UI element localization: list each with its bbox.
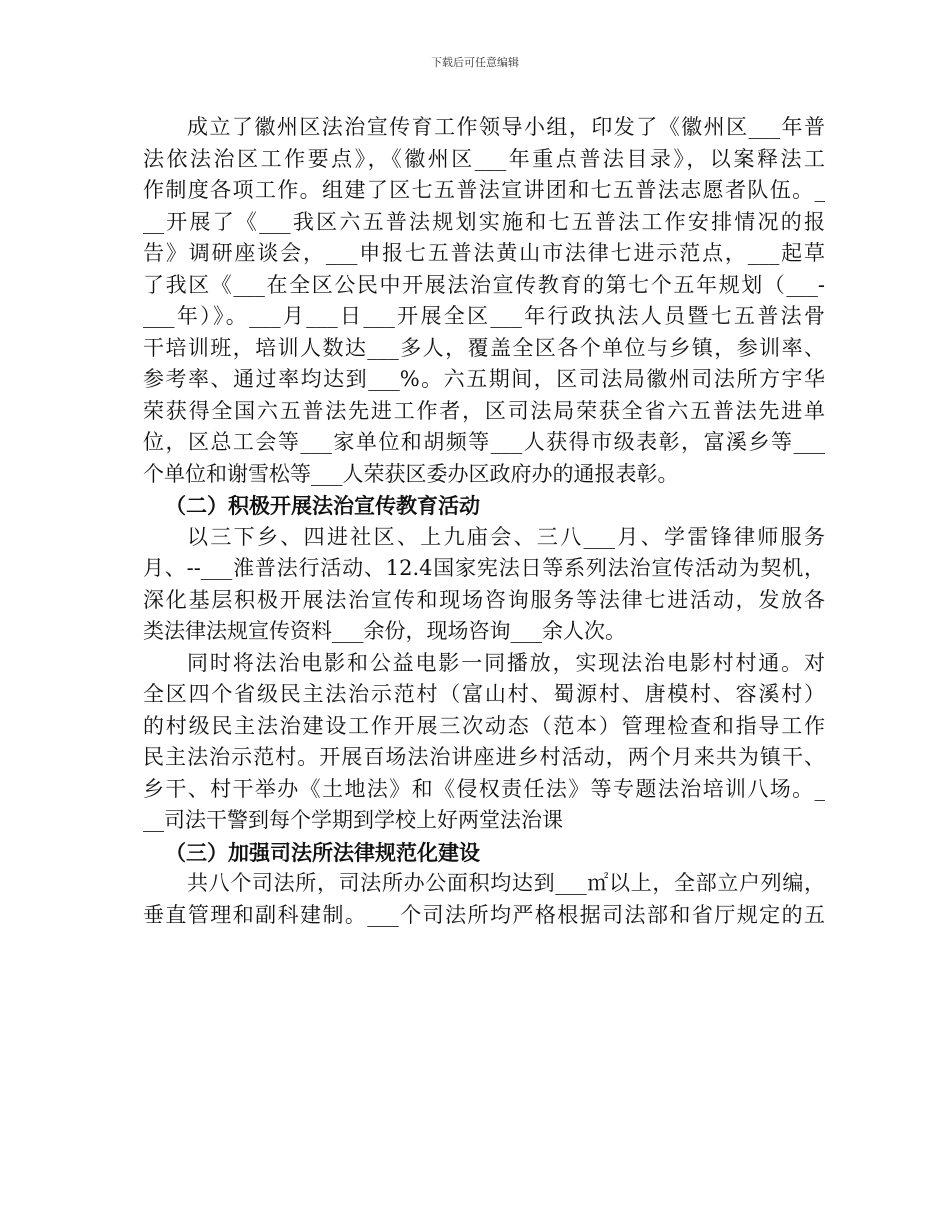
text-line: 共八个司法所，司法所办公面积均达到___㎡以上，全部立户列编， — [187, 871, 825, 895]
text-line: 成立了徽州区法治宣传育工作领导小组，印发了《徽州区___年普 — [187, 115, 825, 139]
text-line: 月、--___淮普法行活动、12.4国家宪法日等系列法治宣传活动为契机， — [143, 556, 825, 580]
text-line: 深化基层积极开展法治宣传和现场咨询服务等法律七进活动，发放各 — [143, 587, 825, 612]
text-line: 类法律法规宣传资料___余份，现场咨询___余人次。 — [143, 619, 626, 643]
text-line: 法依法治区工作要点》，《徽州区___年重点普法目录》，以案释法工 — [143, 146, 825, 171]
text-line: 乡干、村干举办《土地法》和《侵权责任法》等专题法治培训八场。_ — [143, 776, 825, 801]
text-line: 的村级民主法治建设工作开展三次动态（范本）管理检查和指导工作 — [143, 713, 825, 738]
text-line: 作制度各项工作。组建了区七五普法宣讲团和七五普法志愿者队伍。_ — [143, 178, 825, 202]
text-line: 参考率、通过率均达到___%。六五期间，区司法局徽州司法所方宇华 — [143, 367, 825, 391]
section-heading: （三）加强司法所法律规范化建设 — [165, 839, 480, 865]
text-line: 垂直管理和副科建制。___个司法所均严格根据司法部和省厅规定的五 — [143, 902, 825, 927]
text-line: 个单位和谢雪松等___人荣获区委办区政府办的通报表彰。 — [143, 461, 679, 486]
text-line: 以三下乡、四进社区、上九庙会、三八___月、学雷锋律师服务 — [187, 524, 825, 549]
text-line: 同时将法治电影和公益电影一同播放，实现法治电影村村通。对 — [187, 650, 825, 675]
page-header: 下载后可任意编辑 — [431, 56, 519, 69]
text-line: 告》调研座谈会，___申报七五普法黄山市法律七进示范点，___起草 — [143, 241, 825, 265]
text-line: 干培训班，培训人数达___多人，覆盖全区各个单位与乡镇，参训率、 — [143, 335, 825, 360]
text-line: ___年）》。___月___日___开展全区___年行政执法人员暨七五普法骨 — [143, 304, 825, 328]
section-heading: （二）积极开展法治宣传教育活动 — [165, 493, 480, 518]
document-body — [143, 112, 825, 931]
text-line: 了我区《___在全区公民中开展法治宣传教育的第七个五年规划（___- — [143, 272, 825, 297]
text-line: 位，区总工会等___家单位和胡频等___人获得市级表彰，富溪乡等___ — [143, 430, 825, 454]
text-line: 荣获得全国六五普法先进工作者，区司法局荣获全省六五普法先进单 — [143, 398, 825, 423]
text-line: __司法干警到每个学期到学校上好两堂法治课 — [143, 808, 563, 832]
text-line: 民主法治示范村。开展百场法治讲座进乡村活动，两个月来共为镇干、 — [143, 745, 825, 769]
text-line: 全区四个省级民主法治示范村（富山村、蜀源村、唐模村、容溪村） — [143, 682, 825, 706]
text-line: __开展了《___我区六五普法规划实施和七五普法工作安排情况的报 — [143, 209, 825, 234]
